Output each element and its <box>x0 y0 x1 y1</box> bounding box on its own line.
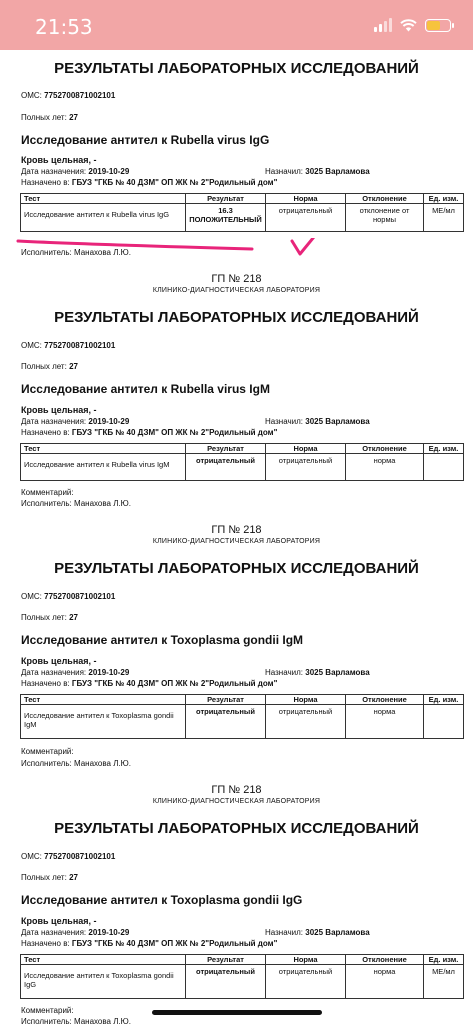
results-table <box>20 954 464 999</box>
lab-name: КЛИНИКО-ДИАГНОСТИЧЕСКАЯ ЛАБОРАТОРИЯ <box>152 287 321 294</box>
results-table <box>20 694 464 739</box>
prescribed-line: Назначил: 3025 Варламова <box>265 668 370 677</box>
oms-line: ОМС: 7752700871002101 <box>21 592 116 601</box>
date-line: Дата назначения: 2019-10-29 <box>21 668 130 677</box>
status-bar <box>0 0 473 50</box>
sent-to-line: Назначено в: ГБУЗ "ГКБ № 40 ДЗМ" ОП ЖК № 2"Родильный дом" <box>21 178 278 187</box>
sent-to-line: Назначено в: ГБУЗ "ГКБ № 40 ДЗМ" ОП ЖК № 2"Родильный дом" <box>21 939 278 948</box>
col-result: Результат <box>186 955 266 965</box>
date-line: Дата назначения: 2019-10-29 <box>21 928 130 937</box>
lab-name: КЛИНИКО-ДИАГНОСТИЧЕСКАЯ ЛАБОРАТОРИЯ <box>152 798 321 805</box>
cell-deviation: норма <box>346 965 424 999</box>
executor-line: Исполнитель: Манахова Л.Ю. <box>21 759 131 768</box>
status-icons <box>374 18 451 32</box>
date-line: Дата назначения: 2019-10-29 <box>21 417 130 426</box>
executor-line: Исполнитель: Манахова Л.Ю. <box>21 248 131 257</box>
home-indicator[interactable] <box>152 1010 322 1015</box>
oms-line: ОМС: 7752700871002101 <box>21 341 116 350</box>
cell-result: отрицательный <box>186 454 266 481</box>
table-row <box>21 454 464 481</box>
cell-result: отрицательный <box>186 965 266 999</box>
col-unit: Ед. изм. <box>424 444 464 454</box>
study-name: Исследование антител к Toxoplasma gondii IgG <box>21 893 303 907</box>
results-table <box>20 443 464 481</box>
cell-result: отрицательный <box>186 705 266 739</box>
study-name: Исследование антител к Rubella virus IgG <box>21 133 270 147</box>
col-test: Тест <box>21 955 186 965</box>
cell-norm: отрицательный <box>266 965 346 999</box>
sample-type: Кровь цельная, - <box>21 405 97 415</box>
cell-test: Исследование антител к Rubella virus IgM <box>21 454 186 481</box>
cell-test: Исследование антител к Rubella virus IgG <box>21 204 186 232</box>
report-title: РЕЗУЛЬТАТЫ ЛАБОРАТОРНЫХ ИССЛЕДОВАНИЙ <box>54 560 419 577</box>
cell-deviation: норма <box>346 705 424 739</box>
col-norm: Норма <box>266 955 346 965</box>
cell-unit <box>424 454 464 481</box>
cell-norm: отрицательный <box>266 454 346 481</box>
sample-type: Кровь цельная, - <box>21 155 97 165</box>
col-norm: Норма <box>266 695 346 705</box>
date-line: Дата назначения: 2019-10-29 <box>21 167 130 176</box>
sent-to-line: Назначено в: ГБУЗ "ГКБ № 40 ДЗМ" ОП ЖК № 2"Родильный дом" <box>21 679 278 688</box>
lab-id: ГП № 218 <box>211 273 262 285</box>
col-test: Тест <box>21 444 186 454</box>
comment-line: Комментарий: <box>21 747 74 756</box>
col-unit: Ед. изм. <box>424 695 464 705</box>
cell-unit <box>424 705 464 739</box>
age-line: Полных лет: 27 <box>21 362 78 371</box>
report-title: РЕЗУЛЬТАТЫ ЛАБОРАТОРНЫХ ИССЛЕДОВАНИЙ <box>54 309 419 326</box>
col-norm: Норма <box>266 444 346 454</box>
cell-norm: отрицательный <box>266 204 346 232</box>
executor-line: Исполнитель: Манахова Л.Ю. <box>21 499 131 508</box>
col-test: Тест <box>21 194 186 204</box>
report-title: РЕЗУЛЬТАТЫ ЛАБОРАТОРНЫХ ИССЛЕДОВАНИЙ <box>54 820 419 837</box>
cell-unit: МЕ/мл <box>424 965 464 999</box>
col-unit: Ед. изм. <box>424 955 464 965</box>
col-deviation: Отклонение <box>346 955 424 965</box>
cell-deviation: норма <box>346 454 424 481</box>
table-row <box>21 705 464 739</box>
col-deviation: Отклонение <box>346 444 424 454</box>
cell-unit: МЕ/мл <box>424 204 464 232</box>
signal-icon <box>374 18 392 32</box>
table-row <box>21 965 464 999</box>
table-row <box>21 204 464 232</box>
battery-icon <box>425 19 451 32</box>
age-line: Полных лет: 27 <box>21 113 78 122</box>
study-name: Исследование антител к Rubella virus IgM <box>21 382 270 396</box>
lab-id: ГП № 218 <box>211 524 262 536</box>
wifi-icon <box>400 19 417 32</box>
prescribed-line: Назначил: 3025 Варламова <box>265 928 370 937</box>
sample-type: Кровь цельная, - <box>21 656 97 666</box>
col-deviation: Отклонение <box>346 695 424 705</box>
cell-norm: отрицательный <box>266 705 346 739</box>
sent-to-line: Назначено в: ГБУЗ "ГКБ № 40 ДЗМ" ОП ЖК № 2"Родильный дом" <box>21 428 278 437</box>
executor-line: Исполнитель: Манахова Л.Ю. <box>21 1017 131 1026</box>
comment-line: Комментарий: <box>21 1006 74 1015</box>
lab-name: КЛИНИКО-ДИАГНОСТИЧЕСКАЯ ЛАБОРАТОРИЯ <box>152 538 321 545</box>
comment-line: Комментарий: <box>21 488 74 497</box>
col-result: Результат <box>186 194 266 204</box>
age-line: Полных лет: 27 <box>21 613 78 622</box>
prescribed-line: Назначил: 3025 Варламова <box>265 167 370 176</box>
sample-type: Кровь цельная, - <box>21 916 97 926</box>
cell-deviation: отклонение от нормы <box>346 204 424 232</box>
cell-test: Исследование антител к Toxoplasma gondii IgG <box>21 965 186 999</box>
col-norm: Норма <box>266 194 346 204</box>
col-result: Результат <box>186 695 266 705</box>
results-table <box>20 193 464 232</box>
age-line: Полных лет: 27 <box>21 873 78 882</box>
cell-test: Исследование антител к Toxoplasma gondii IgM <box>21 705 186 739</box>
report-title: РЕЗУЛЬТАТЫ ЛАБОРАТОРНЫХ ИССЛЕДОВАНИЙ <box>54 60 419 77</box>
status-time: 21:53 <box>35 15 93 39</box>
study-name: Исследование антител к Toxoplasma gondii IgM <box>21 633 304 647</box>
col-unit: Ед. изм. <box>424 194 464 204</box>
prescribed-line: Назначил: 3025 Варламова <box>265 417 370 426</box>
cell-result: 16.3 ПОЛОЖИТЕЛЬНЫЙ <box>186 204 266 232</box>
lab-id: ГП № 218 <box>211 784 262 796</box>
oms-line: ОМС: 7752700871002101 <box>21 91 116 100</box>
oms-line: ОМС: 7752700871002101 <box>21 852 116 861</box>
col-deviation: Отклонение <box>346 194 424 204</box>
col-result: Результат <box>186 444 266 454</box>
col-test: Тест <box>21 695 186 705</box>
